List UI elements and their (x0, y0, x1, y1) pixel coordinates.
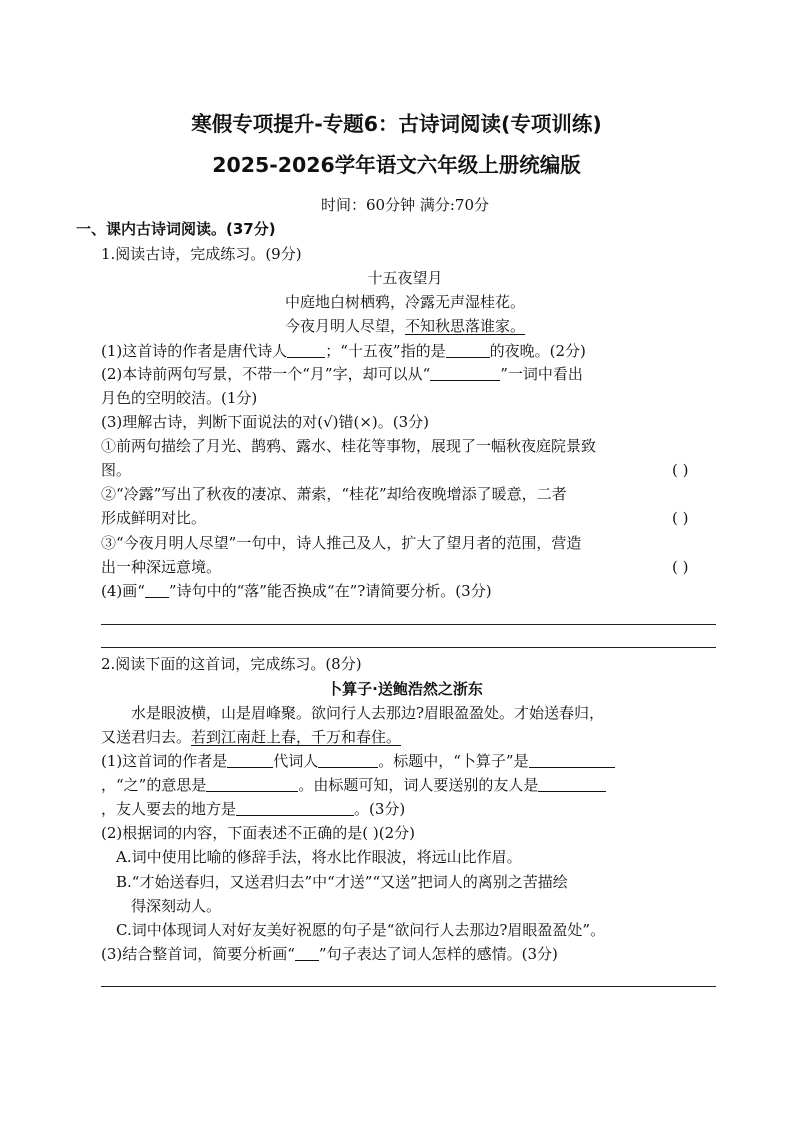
poem-title: 卜算子·送鲍浩然之浙东 (327, 680, 483, 698)
poem-line: 中庭地白树栖鸦，冷露无声湿桂花。 (284, 293, 525, 311)
question-1-part-4: (4)画“ ”诗句中的“落”能否换成“在”?请简要分析。(3分) (101, 582, 492, 600)
statement-3: ③“今夜月明人尽望”一句中，诗人推己及人，扩大了望月者的范围，营造 (101, 534, 582, 552)
exam-meta: 时间：60分钟 满分:70分 (321, 196, 489, 214)
underlined-verse: 不知秋思落谁家。 (405, 317, 526, 335)
question-1-part-3: (3)理解古诗，判断下面说法的对(√)错(×)。(3分) (101, 413, 430, 431)
poem-title: 十五夜望月 (367, 269, 443, 287)
question-2-part-1: (1)这首词的作者是 代词人 。标题中，“卜算子”是 (101, 751, 615, 771)
answer-blank[interactable] (538, 777, 606, 792)
question-2-part-2: (2)根据词的内容，下面表述不正确的是( )(2分) (101, 824, 415, 842)
underlined-verse: 若到江南赶上春，千万和春住。 (191, 728, 402, 746)
question-2-part-3: (3)结合整首词，简要分析画“ ”句子表达了词人怎样的感情。(3分) (101, 945, 558, 963)
option-b-cont: 得深刻动人。 (131, 897, 222, 915)
answer-blank[interactable] (430, 366, 500, 381)
answer-blank[interactable] (318, 753, 378, 768)
statement-2: ②“冷露”写出了秋夜的凄凉、萧索，“桂花”却给夜晚增添了暖意，二者 (101, 485, 567, 503)
statement-1: ①前两句描绘了月光、鹊鸦、露水、桂花等事物，展现了一幅秋夜庭院景致 (101, 437, 597, 455)
answer-blank[interactable] (529, 753, 615, 768)
poem-line: 今夜月明人尽望，不知秋思落谁家。 (284, 317, 526, 335)
statement-1-cont: 图。 (101, 461, 132, 479)
underline-mark (145, 583, 169, 598)
answer-line[interactable] (101, 647, 716, 648)
answer-line[interactable] (101, 624, 716, 625)
question-2-part-1-cont: ，“之”的意思是 。由标题可知，词人要送别的友人是 (101, 775, 606, 795)
question-1-part-1: (1)这首诗的作者是唐代诗人 ；“十五夜”指的是 的夜晚。(2分) (101, 342, 586, 360)
answer-line[interactable] (101, 986, 716, 987)
question-1-intro: 1.阅读古诗，完成练习。(9分) (101, 245, 302, 263)
ci-line: 又送君归去。若到江南赶上春，千万和春住。 (101, 728, 402, 746)
option-b[interactable]: B.“才始送春归，又送君归去”中“才送”“又送”把词人的离别之苦描绘 (116, 873, 568, 891)
statement-2-cont: 形成鲜明对比。 (101, 509, 207, 527)
judgment-bracket[interactable]: ( ) (672, 558, 689, 576)
answer-blank[interactable] (227, 753, 273, 768)
question-1-part-2-cont: 月色的空明皎洁。(1分) (101, 389, 258, 407)
document-title-line1: 寒假专项提升-专题6：古诗词阅读(专项训练) (191, 112, 602, 136)
judgment-bracket[interactable]: ( ) (672, 509, 689, 527)
section-heading: 一、课内古诗词阅读。(37分) (76, 220, 276, 238)
ci-line: 水是眼波横，山是眉峰聚。欲问行人去那边?眉眼盈盈处。才始送春归， (131, 704, 605, 722)
statement-3-cont: 出一种深远意境。 (101, 558, 222, 576)
option-c[interactable]: C.词中体现词人对好友美好祝愿的句子是“欲问行人去那边?眉眼盈盈处”。 (116, 921, 606, 939)
underline-mark (295, 946, 319, 961)
question-1-part-2: (2)本诗前两句写景，不带一个“月”字，却可以从“ ”一词中看出 (101, 365, 583, 383)
judgment-bracket[interactable]: ( ) (672, 461, 689, 479)
question-2-part-1-cont: ，友人要去的地方是 。(3分) (101, 800, 406, 818)
answer-blank[interactable] (287, 343, 325, 358)
answer-blank[interactable] (206, 777, 298, 792)
question-2-intro: 2.阅读下面的这首词，完成练习。(8分) (101, 655, 362, 673)
option-a[interactable]: A.词中使用比喻的修辞手法，将水比作眼波，将远山比作眉。 (116, 848, 522, 866)
answer-blank[interactable] (236, 801, 354, 816)
answer-blank[interactable] (446, 343, 490, 358)
document-title-line2: 2025-2026学年语文六年级上册统编版 (212, 153, 581, 177)
